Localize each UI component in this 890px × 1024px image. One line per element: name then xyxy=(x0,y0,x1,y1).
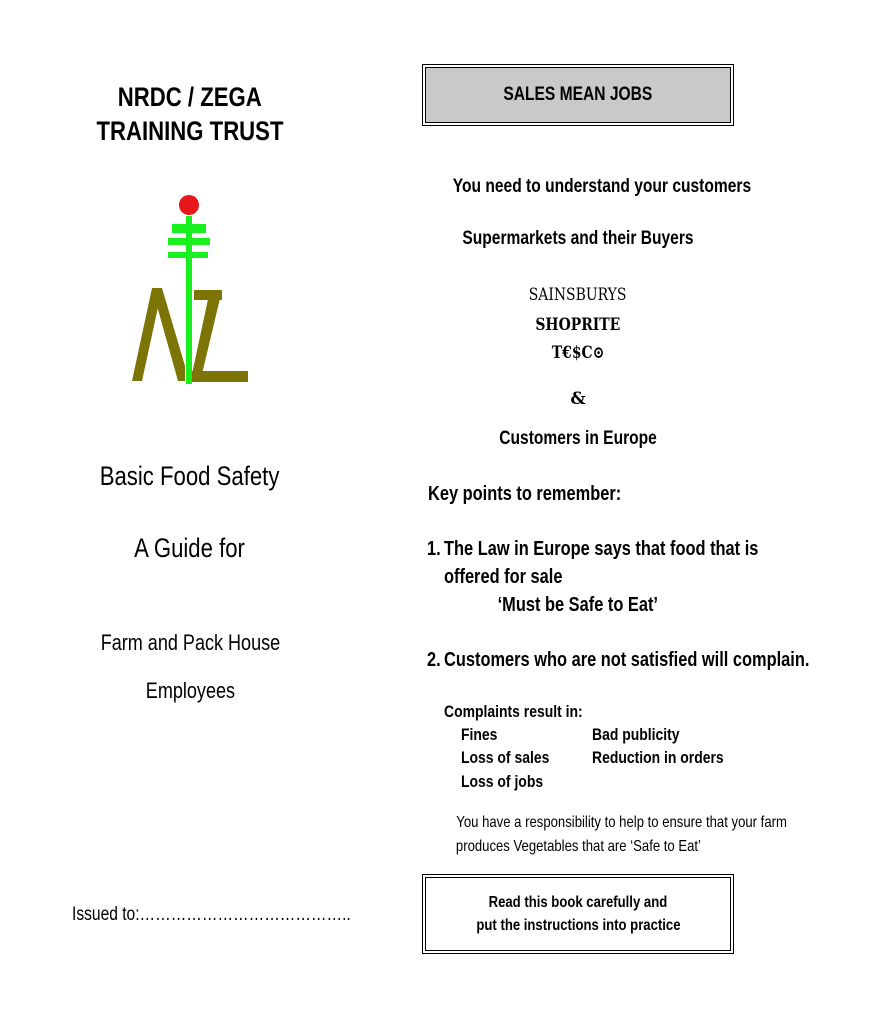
complaint-item xyxy=(592,724,699,746)
point1-number xyxy=(427,535,444,563)
complaint-item xyxy=(461,771,561,793)
footer-box xyxy=(422,874,734,954)
point2-number xyxy=(427,646,444,674)
subject-text: Basic Food Safety xyxy=(100,461,280,491)
complaint-fines: Fines xyxy=(461,725,498,744)
point1-line-a-text: The Law in Europe says that food that is xyxy=(444,538,759,560)
customers-europe-text: Customers in Europe xyxy=(499,428,657,449)
audience-line1-text: Farm and Pack House xyxy=(100,630,280,655)
ampersand-text: & xyxy=(570,389,586,409)
logo-green-stem xyxy=(186,216,192,384)
customers-europe xyxy=(420,426,736,452)
point1-line-c xyxy=(420,591,736,619)
responsibility-line2-text: produces Vegetables that are ‘Safe to Eat’ xyxy=(455,838,701,855)
complaint-loss-of-jobs: Loss of jobs xyxy=(461,772,544,791)
guide-text: A Guide for xyxy=(134,533,246,563)
supermarkets-buyers-text: Supermarkets and their Buyers xyxy=(462,228,694,249)
footer-line1: Read this book carefully and xyxy=(488,894,668,911)
header-text: SALES MEAN JOBS xyxy=(503,84,653,105)
org-title-line1: NRDC / ZEGA xyxy=(118,82,262,112)
issued-to-text: Issued to:………………………………….. xyxy=(72,904,351,925)
guide-title xyxy=(40,530,340,566)
brand-shoprite-text: SHOPRITE xyxy=(535,315,621,335)
understand-customers-text: You need to understand your customers xyxy=(452,176,752,197)
nz-training-trust-logo-icon xyxy=(128,186,252,386)
audience-line1 xyxy=(40,628,340,658)
logo-olive-z-diagonal xyxy=(192,290,222,374)
audience-line2 xyxy=(40,676,340,706)
brand-tesco-text: T€$C⊙ xyxy=(551,343,605,363)
logo-olive-z-bottom xyxy=(192,371,248,382)
header-box xyxy=(422,64,734,126)
point2-line-a xyxy=(444,646,890,674)
logo-red-circle xyxy=(179,195,199,215)
complaints-title xyxy=(444,701,613,723)
org-title-line2: TRAINING TRUST xyxy=(96,116,284,146)
point1-line-b-text: offered for sale xyxy=(444,566,563,588)
key-points-title-text: Key points to remember: xyxy=(428,483,622,505)
issued-to xyxy=(72,902,412,928)
point1-number-text: 1. xyxy=(427,538,441,560)
brand-sainsburys xyxy=(420,282,736,308)
brand-sainsburys-text: SAINSBURYS xyxy=(529,285,627,305)
complaint-item xyxy=(592,747,753,769)
key-points-title xyxy=(428,481,664,507)
brand-tesco xyxy=(420,340,736,366)
complaint-item xyxy=(461,747,569,769)
point1-line-a xyxy=(444,535,827,563)
responsibility-line1 xyxy=(420,811,787,835)
complaint-loss-of-sales: Loss of sales xyxy=(461,748,550,767)
point1-line-c-text: ‘Must be Safe to Eat’ xyxy=(497,594,659,616)
responsibility-line2 xyxy=(420,835,736,859)
logo-olive-n-diagonal xyxy=(152,288,185,381)
understand-customers xyxy=(420,174,752,200)
point2-line-a-text: Customers who are not satisfied will complain. xyxy=(444,649,810,671)
footer-line2: put the instructions into practice xyxy=(475,917,681,934)
supermarkets-buyers xyxy=(420,226,736,252)
point1-line-b xyxy=(444,563,588,591)
org-title xyxy=(40,80,340,148)
audience-line2-text: Employees xyxy=(145,678,235,703)
ampersand xyxy=(420,386,736,412)
subject-title xyxy=(40,458,340,494)
complaint-reduction-in-orders: Reduction in orders xyxy=(592,748,724,767)
complaints-title-text: Complaints result in: xyxy=(444,702,583,721)
brand-shoprite xyxy=(420,312,736,338)
complaint-item xyxy=(461,724,505,746)
complaint-bad-publicity: Bad publicity xyxy=(592,725,680,744)
point2-number-text: 2. xyxy=(427,649,441,671)
responsibility-line1-text: You have a responsibility to help to ensure that your farm xyxy=(456,814,787,831)
